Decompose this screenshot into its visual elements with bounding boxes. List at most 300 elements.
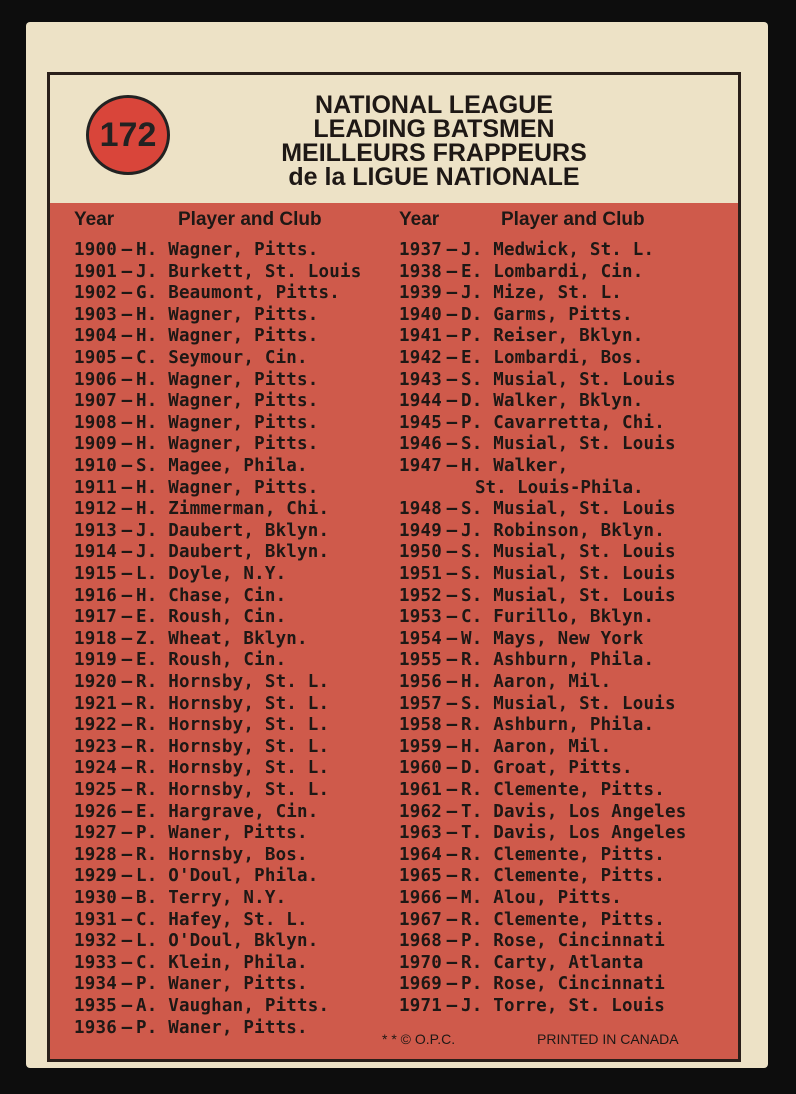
year: 1971 — [399, 996, 442, 1016]
title-line-1: NATIONAL LEAGUE — [315, 91, 553, 119]
year: 1969 — [399, 974, 442, 995]
player-club: H. Aaron, Mil. — [461, 736, 612, 757]
right-column-row — [399, 910, 665, 931]
right-column-row — [399, 694, 676, 715]
left-column-row — [74, 370, 319, 391]
printed-in-text: PRINTED IN CANADA — [537, 1031, 679, 1047]
dash: — — [446, 412, 458, 433]
dash: — — [121, 434, 133, 455]
right-column-row — [399, 802, 686, 823]
right-column-row — [399, 650, 654, 671]
year: 1953 — [399, 607, 442, 628]
right-column-row — [399, 326, 644, 347]
left-column-row — [74, 478, 319, 499]
year: 1947 — [399, 456, 442, 476]
left-column-row — [74, 434, 319, 455]
year: 1952 — [399, 585, 442, 606]
player-club: R. Ashburn, Phila. — [461, 650, 655, 671]
player-club: S. Musial, St. Louis — [461, 434, 676, 455]
player-club: H. Chase, Cin. — [136, 585, 287, 606]
year: 1932 — [74, 931, 117, 952]
dash: — — [121, 520, 133, 541]
player-club: C. Klein, Phila. — [136, 952, 308, 973]
dash: — — [446, 866, 458, 887]
year: 1959 — [399, 736, 442, 757]
year: 1939 — [399, 283, 442, 304]
dash: — — [121, 240, 133, 260]
player-club: H. Aaron, Mil. — [461, 672, 612, 692]
year: 1937 — [399, 240, 442, 260]
dash: — — [446, 888, 458, 908]
dash: — — [446, 456, 458, 476]
player-club: R. Hornsby, St. L. — [136, 672, 330, 692]
dash: — — [121, 391, 133, 412]
player-club: H. Wagner, Pitts. — [136, 391, 319, 412]
year: 1958 — [399, 715, 442, 736]
left-column-row — [74, 326, 319, 347]
year: 1927 — [74, 823, 117, 844]
dash: — — [446, 672, 458, 692]
card-header — [50, 75, 738, 203]
dash: — — [121, 672, 133, 692]
player-club: J. Daubert, Bklyn. — [136, 520, 330, 541]
right-column-row — [399, 564, 676, 585]
dash: — — [446, 909, 458, 930]
dash: — — [446, 542, 458, 563]
dash: — — [121, 456, 133, 476]
dash: — — [121, 283, 133, 304]
year: 1924 — [74, 758, 117, 779]
player-club: Z. Wheat, Bklyn. — [136, 628, 308, 649]
year: 1949 — [399, 520, 442, 541]
left-column-row — [74, 521, 329, 542]
year: 1901 — [74, 261, 117, 282]
year: 1904 — [74, 326, 117, 347]
right-column-row — [399, 542, 676, 563]
right-column-row — [399, 391, 644, 412]
year: 1930 — [74, 888, 117, 908]
player-club: D. Walker, Bklyn. — [461, 391, 644, 412]
year: 1907 — [74, 391, 117, 412]
left-column-row — [74, 348, 308, 369]
dash: — — [121, 715, 133, 736]
dash: — — [446, 499, 458, 520]
year: 1965 — [399, 866, 442, 887]
year: 1940 — [399, 304, 442, 325]
copyright-text: * * © O.P.C. — [382, 1031, 456, 1047]
year: 1926 — [74, 801, 117, 822]
dash: — — [121, 1017, 133, 1038]
card-number-badge: 172 — [86, 95, 170, 175]
year: 1943 — [399, 369, 442, 390]
left-column-row — [74, 737, 329, 758]
year: 1903 — [74, 304, 117, 325]
dash: — — [446, 996, 458, 1016]
year: 1936 — [74, 1017, 117, 1038]
player-club: T. Davis, Los Angeles — [461, 823, 687, 844]
dash: — — [446, 326, 458, 347]
right-column-row — [399, 758, 633, 779]
dash: — — [446, 758, 458, 779]
dash: — — [446, 844, 458, 865]
year: 1951 — [399, 564, 442, 584]
year: 1918 — [74, 628, 117, 649]
year: 1910 — [74, 456, 117, 476]
dash: — — [121, 823, 133, 844]
player-club: J. Burkett, St. Louis — [136, 261, 362, 282]
year: 1933 — [74, 952, 117, 973]
player-club: C. Hafey, St. L. — [136, 909, 308, 930]
year: 1908 — [74, 412, 117, 433]
dash: — — [446, 974, 458, 995]
dash: — — [121, 974, 133, 995]
year: 1921 — [74, 693, 117, 714]
year: 1946 — [399, 434, 442, 455]
dash: — — [446, 693, 458, 714]
left-column-row — [74, 240, 319, 261]
dash: — — [121, 693, 133, 714]
player-club: S. Musial, St. Louis — [461, 499, 676, 520]
year: 1967 — [399, 909, 442, 930]
player-club: H. Wagner, Pitts. — [136, 369, 319, 390]
right-column-row — [399, 413, 665, 434]
left-column-row — [74, 715, 329, 736]
player-club: A. Vaughan, Pitts. — [136, 996, 330, 1016]
left-column-row — [74, 758, 329, 779]
year: 1909 — [74, 434, 117, 455]
player-club: R. Hornsby, Bos. — [136, 844, 308, 865]
left-column-row — [74, 1018, 308, 1039]
left-column-row — [74, 996, 329, 1017]
dash: — — [121, 866, 133, 887]
right-column-row — [399, 434, 676, 455]
dash: — — [121, 888, 133, 908]
player-club: R. Clemente, Pitts. — [461, 844, 665, 865]
year: 1955 — [399, 650, 442, 671]
right-column-row — [399, 823, 686, 844]
right-year-header: Year — [399, 209, 440, 230]
dash: — — [446, 585, 458, 606]
dash: — — [446, 304, 458, 325]
left-column-row — [74, 672, 329, 693]
dash: — — [121, 952, 133, 973]
left-column-row — [74, 974, 308, 995]
year: 1950 — [399, 542, 442, 563]
player-club: J. Robinson, Bklyn. — [461, 520, 665, 541]
right-column-row — [399, 456, 568, 477]
year: 1957 — [399, 693, 442, 714]
player-club: R. Clemente, Pitts. — [461, 780, 665, 800]
dash: — — [446, 628, 458, 649]
right-column-row — [399, 607, 654, 628]
left-column-row — [74, 780, 329, 801]
dash: — — [121, 304, 133, 325]
year: 1935 — [74, 996, 117, 1016]
right-column-row — [399, 780, 665, 801]
player-club: R. Ashburn, Phila. — [461, 715, 655, 736]
player-club: H. Wagner, Pitts. — [136, 434, 319, 455]
dash: — — [446, 780, 458, 800]
dash: — — [446, 931, 458, 952]
year: 1963 — [399, 823, 442, 844]
year: 1925 — [74, 780, 117, 800]
year: 1923 — [74, 736, 117, 757]
baseball-card — [26, 22, 768, 1068]
right-column-row — [399, 996, 665, 1017]
left-column-row — [74, 456, 308, 477]
left-column-row — [74, 650, 286, 671]
dash: — — [446, 952, 458, 973]
dash: — — [446, 736, 458, 757]
year: 1931 — [74, 909, 117, 930]
left-column-row — [74, 413, 319, 434]
right-column-row — [399, 262, 644, 283]
year: 1928 — [74, 844, 117, 865]
left-column-row — [74, 564, 286, 585]
dash: — — [121, 844, 133, 865]
player-club: S. Musial, St. Louis — [461, 369, 676, 390]
dash: — — [121, 909, 133, 930]
player-club: D. Garms, Pitts. — [461, 304, 633, 325]
right-column-row — [399, 499, 676, 520]
left-year-header: Year — [74, 209, 115, 230]
right-column-row — [399, 931, 665, 952]
right-column-row — [399, 370, 676, 391]
dash: — — [446, 434, 458, 455]
right-column-row — [399, 953, 644, 974]
dash: — — [446, 823, 458, 844]
title-line-3: MEILLEURS FRAPPEURS — [281, 139, 587, 167]
left-column-row — [74, 866, 319, 887]
player-club: R. Carty, Atlanta — [461, 952, 644, 973]
year: 1960 — [399, 758, 442, 779]
year: 1912 — [74, 499, 117, 520]
right-column-row — [399, 737, 611, 758]
player-club: J. Torre, St. Louis — [461, 996, 665, 1016]
player-club: S. Musial, St. Louis — [461, 585, 676, 606]
player-club: P. Reiser, Bklyn. — [461, 326, 644, 347]
year: 1970 — [399, 952, 442, 973]
dash: — — [446, 520, 458, 541]
year: 1962 — [399, 801, 442, 822]
dash: — — [121, 564, 133, 584]
player-club: H. Wagner, Pitts. — [136, 477, 319, 498]
player-club: R. Hornsby, St. L. — [136, 736, 330, 757]
dash: — — [121, 607, 133, 628]
year: 1944 — [399, 391, 442, 412]
year: 1922 — [74, 715, 117, 736]
right-column-row — [399, 240, 654, 261]
player-club: G. Beaumont, Pitts. — [136, 283, 340, 304]
dash: — — [121, 801, 133, 822]
title-line-2: LEADING BATSMEN — [313, 115, 555, 143]
player-club: R. Hornsby, St. L. — [136, 715, 330, 736]
player-club: P. Rose, Cincinnati — [461, 931, 665, 952]
left-column-row — [74, 888, 286, 909]
right-column-row — [399, 348, 644, 369]
dash: — — [121, 585, 133, 606]
year: 1900 — [74, 240, 117, 260]
dash: — — [446, 715, 458, 736]
player-club: P. Waner, Pitts. — [136, 823, 308, 844]
year: 1905 — [74, 348, 117, 368]
right-player-header: Player and Club — [501, 209, 645, 230]
dash: — — [121, 736, 133, 757]
dash: — — [121, 628, 133, 649]
left-column-row — [74, 283, 340, 304]
year: 1929 — [74, 866, 117, 887]
player-club: H. Wagner, Pitts. — [136, 326, 319, 347]
player-club: J. Medwick, St. L. — [461, 240, 655, 260]
dash: — — [446, 283, 458, 304]
right-column-row — [399, 866, 665, 887]
year: 1954 — [399, 628, 442, 649]
right-column-row — [399, 283, 622, 304]
year: 1917 — [74, 607, 117, 628]
player-club: T. Davis, Los Angeles — [461, 801, 687, 822]
year: 1920 — [74, 672, 117, 692]
year: 1938 — [399, 261, 442, 282]
player-club: R. Clemente, Pitts. — [461, 909, 665, 930]
dash: — — [446, 369, 458, 390]
player-club: S. Musial, St. Louis — [461, 564, 676, 584]
dash: — — [446, 261, 458, 282]
dash: — — [446, 801, 458, 822]
year: 1941 — [399, 326, 442, 347]
player-club: M. Alou, Pitts. — [461, 888, 623, 908]
player-club: J. Mize, St. L. — [461, 283, 623, 304]
right-column-row — [399, 888, 622, 909]
left-column-row — [74, 262, 361, 283]
year: 1961 — [399, 780, 442, 800]
player-club: H. Wagner, Pitts. — [136, 412, 319, 433]
year: 1911 — [74, 477, 117, 498]
left-column-row — [74, 607, 286, 628]
player-club: R. Hornsby, St. L. — [136, 693, 330, 714]
card-frame — [47, 72, 741, 1062]
year: 1942 — [399, 348, 442, 368]
dash: — — [446, 607, 458, 628]
right-column-row — [399, 672, 611, 693]
dash: — — [121, 780, 133, 800]
player-club: W. Mays, New York — [461, 628, 644, 649]
dash: — — [446, 240, 458, 260]
dash: — — [446, 650, 458, 671]
leaders-panel — [50, 203, 738, 1059]
player-club: H. Wagner, Pitts. — [136, 240, 319, 260]
player-club: P. Waner, Pitts. — [136, 974, 308, 995]
year: 1915 — [74, 564, 117, 584]
dash: — — [121, 477, 133, 498]
left-column-row — [74, 694, 329, 715]
year: 1902 — [74, 283, 117, 304]
year: 1964 — [399, 844, 442, 865]
year: 1913 — [74, 520, 117, 541]
year: 1945 — [399, 412, 442, 433]
player-club: B. Terry, N.Y. — [136, 888, 287, 908]
left-column-row — [74, 931, 319, 952]
player-club: H. Wagner, Pitts. — [136, 304, 319, 325]
player-club: R. Hornsby, St. L. — [136, 780, 330, 800]
right-column-row — [399, 521, 665, 542]
left-player-header: Player and Club — [178, 209, 322, 230]
player-club: E. Roush, Cin. — [136, 607, 287, 628]
dash: — — [121, 758, 133, 779]
player-club: L. O'Doul, Phila. — [136, 866, 319, 887]
year: 1966 — [399, 888, 442, 908]
player-club: R. Hornsby, St. L. — [136, 758, 330, 779]
left-column-row — [74, 586, 286, 607]
player-club: P. Waner, Pitts. — [136, 1017, 308, 1038]
left-column-row — [74, 953, 308, 974]
left-column-row — [74, 305, 319, 326]
dash: — — [121, 931, 133, 952]
left-column-row — [74, 629, 308, 650]
year: 1956 — [399, 672, 442, 692]
year: 1906 — [74, 369, 117, 390]
dash: — — [446, 564, 458, 584]
year: 1968 — [399, 931, 442, 952]
player-club: E. Roush, Cin. — [136, 650, 287, 671]
year: 1919 — [74, 650, 117, 671]
player-club: S. Musial, St. Louis — [461, 542, 676, 563]
player-club: C. Seymour, Cin. — [136, 348, 308, 368]
player-club: R. Clemente, Pitts. — [461, 866, 665, 887]
left-column-row — [74, 910, 308, 931]
dash: — — [121, 348, 133, 368]
title-line-4: de la LIGUE NATIONALE — [288, 163, 580, 191]
player-club: D. Groat, Pitts. — [461, 758, 633, 779]
dash: — — [121, 650, 133, 671]
left-column-row — [74, 823, 308, 844]
dash: — — [121, 499, 133, 520]
player-club: E. Lombardi, Bos. — [461, 348, 644, 368]
year: 1914 — [74, 542, 117, 563]
right-column-row — [399, 586, 676, 607]
dash: — — [121, 542, 133, 563]
right-column-row — [399, 629, 644, 650]
player-club: H. Zimmerman, Chi. — [136, 499, 330, 520]
right-column-row — [399, 845, 665, 866]
player-club: L. O'Doul, Bklyn. — [136, 931, 319, 952]
right-column-row — [399, 715, 654, 736]
player-club: E. Lombardi, Cin. — [461, 261, 644, 282]
left-column-row — [74, 802, 319, 823]
year: 1948 — [399, 499, 442, 520]
year: 1934 — [74, 974, 117, 995]
left-column-row — [74, 499, 329, 520]
player-club: P. Rose, Cincinnati — [461, 974, 665, 995]
player-club: S. Musial, St. Louis — [461, 693, 676, 714]
dash: — — [121, 261, 133, 282]
left-column-row — [74, 542, 329, 563]
left-column-row — [74, 391, 319, 412]
year: 1916 — [74, 585, 117, 606]
right-column-continuation: St. Louis-Phila. — [475, 477, 644, 498]
dash: — — [446, 348, 458, 368]
left-column-row — [74, 845, 308, 866]
player-club: J. Daubert, Bklyn. — [136, 542, 330, 563]
dash: — — [121, 369, 133, 390]
player-club: P. Cavarretta, Chi. — [461, 412, 665, 433]
card-title — [234, 93, 634, 189]
dash: — — [121, 412, 133, 433]
player-club: C. Furillo, Bklyn. — [461, 607, 655, 628]
player-club: L. Doyle, N.Y. — [136, 564, 287, 584]
player-club: S. Magee, Phila. — [136, 456, 308, 476]
player-club: E. Hargrave, Cin. — [136, 801, 319, 822]
right-column-row — [399, 305, 633, 326]
